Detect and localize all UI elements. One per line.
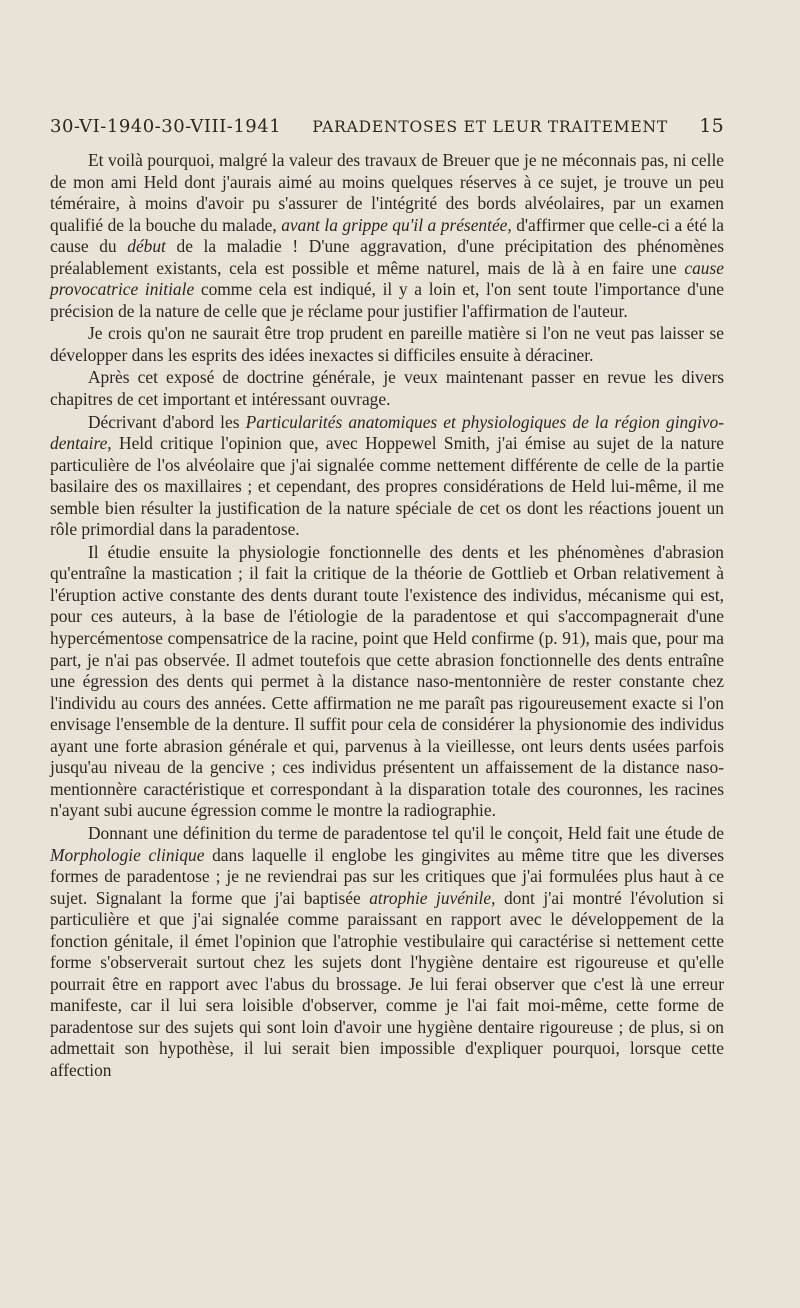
italic-text: cause provocatrice initiale [50,257,724,300]
italic-text: Particularités anatomiques et physiologiques de la région gingivo-dentaire, [50,411,724,454]
paragraph [50,412,724,541]
paragraph [50,823,724,1082]
text-run: Décrivant d'abord les [88,411,246,432]
text-run: Après cet exposé de doctrine générale, je veux maintenant passer en revue les divers chapitres de cet important et intéressant ouvrage. [50,367,724,410]
text-run: Held critique l'opinion que, avec Hoppewel Smith, j'ai émise au sujet de la nature particulière de l'os alvéolaire que j'ai signalée comme nettement différente de celle de la partie basilaire des os maxillaires ; et cependant, des propres considérations de Held lui-même, il me semble bien résulter la justification de la nature spéciale de cet os dont les réactions jouent un rôle primordial dans la paradentose. [50,433,724,540]
italic-text: avant la grippe qu'il a présentée, [281,214,512,235]
paragraph [50,150,724,322]
running-header [50,115,724,137]
text-run: dont j'ai montré l'évolution si particulière et que j'ai signalée comme paraissant en rapport avec le développement de la fonction génitale, il émet l'opinion que l'atrophie vestibulaire qui caractérise si nettement cette forme s'observerait surtout chez les sujets dont l'hygiène dentaire est rigoureuse et qu'elle pourrait être en rapport avec l'abus du brossage. Je lui ferai observer que c'est là une erreur manifeste, car il lui sera loisible d'observer, comme je l'ai fait moi-même, cette forme de paradentose sur des sujets qui sont loin d'avoir une hygiène dentaire rigoureuse ; de plus, si on admettait son hypothèse, il lui serait bien impossible d'expliquer pourquoi, lorsque cette affection [50,887,725,1080]
header-date: 30-VI-1940-30-VIII-1941 [50,116,282,137]
text-run: de la maladie ! D'une aggravation, d'une précipitation des phénomènes préalablement existants, cela est possible et même naturel, mais de là à en faire une [50,236,724,278]
text-run: Il étudie ensuite la physiologie fonctionnelle des dents et les phénomènes d'abrasion qu'entraîne la mastication ; il fait la critique de la théorie de Gottlieb et Orban relativement à l'éruption active constante des dents durant toute l'existence des individus, mécanisme qui est, pour ces auteurs, à la base de l'étiologie de la paradentose et qui s'accompagnerait d'une hypercémentose compensatrice de la racine, point que Held confirme (p. 91), mais que, pour ma part, je n'ai pas observée. Il admet toutefois que cette abrasion fonctionnelle des dents entraîne une égression des dents qui permet à la distance naso-mentonnière de rester constante chez l'individu au cours des années. Cette affirmation ne me paraît pas rigoureusement exacte si l'on envisage l'ensemble de la denture. Il suffit pour cela de considérer la physionomie des individus ayant une forte abrasion générale et qui, parvenus à la vieillesse, ont leurs dents usées parfois jusqu'au niveau de la gencive ; ces individus présentent un affaissement de la distance naso-mentionnère caractéristique et correspondant à la disparation totale des couronnes, les racines n'ayant subi aucune égression comme le montre la radiographie. [50,541,724,821]
text-run: comme cela est indiqué, il y a loin et, l'on sent toute l'importance d'une précision de la nature de celle que je réclame pour justifier l'affirmation de l'auteur. [50,279,725,321]
paragraph [50,367,724,410]
italic-text: atrophie juvénile, [369,887,496,908]
paragraph [50,323,724,366]
text-run: dans laquelle il englobe les gingivites au même titre que les diverses formes de paradentose ; je ne reviendrai pas sur les critiques que j'ai formulées plus haut à ce sujet. Signalant la forme que j'ai baptisée [50,844,724,908]
text-run: Je crois qu'on ne saurait être trop prudent en pareille matière si l'on ne veut pas laisser se développer dans les esprits des idées inexactes si difficiles ensuite à déraciner. [50,323,724,365]
italic-text: début [127,236,166,257]
text-run: Donnant une définition du terme de paradentose tel qu'il le conçoit, Held fait une étude de [88,822,724,843]
header-title: PARADENTOSES ET LEUR TRAITEMENT [312,118,668,136]
paragraph [50,542,724,822]
page-number: 15 [699,115,724,137]
italic-text: Morphologie clinique [50,844,205,865]
text-run: Et voilà pourquoi, malgré la valeur des travaux de Breuer que je ne méconnais pas, ni celle de mon ami Held dont j'aurais aimé au moins quelques réserves à ce sujet, je trouve un peu téméraire, à moins d'avoir pu s'assurer de l'intégrité des bords alvéolaires, par un examen qualifié de la bouche du malade, [50,150,724,235]
body-text [50,150,724,1083]
text-run: d'affirmer que celle-ci a été la cause du [50,214,724,257]
